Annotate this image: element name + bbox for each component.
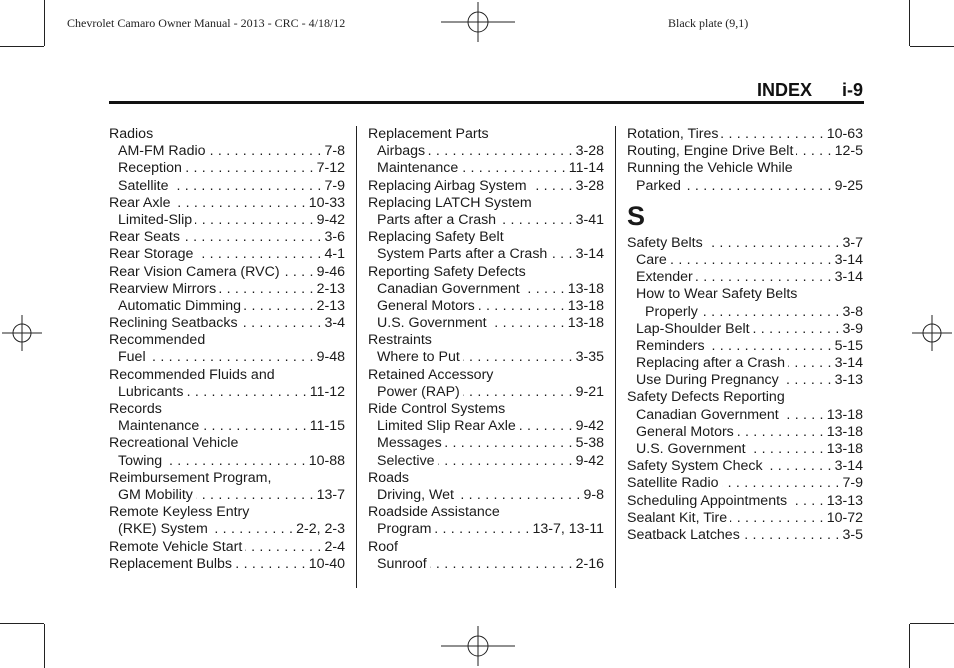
entry-label: Fuel xyxy=(118,349,146,366)
index-subentry xyxy=(109,418,345,435)
index-subentry xyxy=(627,441,863,458)
entry-page-ref: 10-63 xyxy=(826,126,863,142)
index-subentry xyxy=(368,160,604,177)
column-divider-1 xyxy=(356,126,357,588)
index-subentry xyxy=(627,372,863,389)
dot-leader xyxy=(463,384,573,401)
index-subentry xyxy=(368,453,604,470)
dot-leader xyxy=(490,315,565,332)
index-subentry xyxy=(368,384,604,401)
index-entry xyxy=(109,556,345,573)
entry-label: Safety Defects Reporting xyxy=(627,389,785,406)
entry-page-ref: 11-15 xyxy=(309,418,345,435)
entry-page-ref: 10-33 xyxy=(308,194,345,211)
index-subentry xyxy=(368,418,604,435)
dot-leader xyxy=(463,349,573,366)
index-entry xyxy=(627,527,863,544)
entry-page-ref: 3-35 xyxy=(575,349,604,366)
page-title xyxy=(757,80,863,101)
entry-page-ref: 3-6 xyxy=(324,229,345,246)
entry-label: Rear Seats xyxy=(109,229,180,246)
entry-label: Program xyxy=(377,521,432,538)
dot-leader xyxy=(670,252,832,269)
entry-label: General Motors xyxy=(377,297,475,314)
index-subentry xyxy=(627,304,863,321)
entry-label: Properly xyxy=(645,303,698,320)
dot-leader xyxy=(706,235,840,252)
entry-label: Ride Control Systems xyxy=(368,401,506,417)
entry-page-ref: 9-48 xyxy=(316,349,345,366)
index-entry xyxy=(109,195,345,212)
entry-label: Safety Belts xyxy=(627,234,703,251)
registration-mark-top xyxy=(441,2,515,42)
dot-leader xyxy=(183,229,322,246)
entry-label: Recommended Fluids and xyxy=(109,366,275,383)
entry-page-ref: 13-18 xyxy=(826,423,863,440)
entry-page-ref: 10-88 xyxy=(308,452,345,469)
entry-page-ref: 3-7 xyxy=(842,234,863,251)
index-entry xyxy=(627,510,863,527)
index-entry xyxy=(368,367,604,384)
page-number: i-9 xyxy=(841,80,863,100)
dot-leader xyxy=(749,441,824,458)
entry-label: Sunroof xyxy=(377,555,427,572)
dot-leader xyxy=(174,195,306,212)
dot-leader xyxy=(737,424,824,441)
entry-label: Remote Vehicle Start xyxy=(109,538,243,555)
entry-label: Messages xyxy=(377,435,442,452)
index-subentry xyxy=(368,521,604,538)
index-subentry xyxy=(627,355,863,372)
entry-label: Routing, Engine Drive Belt xyxy=(627,143,794,160)
entry-page-ref: 7-12 xyxy=(316,160,345,177)
index-entry xyxy=(368,470,604,487)
entry-label: Replacement Parts xyxy=(368,126,489,142)
entry-page-ref: 3-28 xyxy=(575,143,604,160)
entry-label: Scheduling Appointments xyxy=(627,492,788,509)
entry-page-ref: 9-21 xyxy=(575,383,604,400)
dot-leader xyxy=(171,178,321,195)
entry-label: Rear Vision Camera (RVC) xyxy=(109,263,280,280)
entry-label: Parked xyxy=(636,177,681,194)
index-subentry xyxy=(109,384,345,401)
index-subentry xyxy=(109,349,345,366)
dot-leader xyxy=(186,384,306,401)
print-header-right: Black plate (9,1) xyxy=(668,16,749,30)
entry-label: Canadian Government xyxy=(636,406,779,423)
index-letter-heading: S xyxy=(627,200,646,231)
index-subentry xyxy=(368,315,604,332)
entry-page-ref: 9-42 xyxy=(316,211,345,228)
entry-page-ref: 3-14 xyxy=(834,458,863,475)
index-entry xyxy=(109,229,345,246)
dot-leader xyxy=(519,418,573,435)
index-entry xyxy=(627,126,863,143)
entry-page-ref: 13-18 xyxy=(567,315,604,332)
entry-label: Power (RAP) xyxy=(377,383,460,400)
dot-leader xyxy=(244,298,314,315)
index-subentry xyxy=(109,487,345,504)
index-subentry xyxy=(627,424,863,441)
index-entry xyxy=(109,281,345,298)
entry-label: Parts after a Crash xyxy=(377,211,497,228)
entry-label: Automatic Dimming xyxy=(118,297,241,314)
entry-label: Replacing LATCH System xyxy=(368,194,532,211)
entry-page-ref: 3-4 xyxy=(324,315,345,332)
index-column-3 xyxy=(627,126,863,544)
index-subentry xyxy=(109,212,345,229)
entry-label: Limited-Slip xyxy=(118,211,193,228)
entry-label: General Motors xyxy=(636,423,734,440)
index-entry xyxy=(368,126,604,143)
dot-leader xyxy=(523,281,565,298)
dot-leader xyxy=(499,212,573,229)
entry-label: GM Mobility xyxy=(118,486,193,503)
dot-leader xyxy=(195,212,313,229)
dot-leader xyxy=(782,407,824,424)
index-subentry xyxy=(368,556,604,573)
index-subentry xyxy=(627,178,863,195)
entry-page-ref: 10-40 xyxy=(308,555,345,572)
entry-label: Recommended xyxy=(109,332,206,349)
entry-label: Towing xyxy=(118,452,163,469)
crop-mark-top-left-h xyxy=(0,46,44,47)
entry-page-ref: 13-18 xyxy=(826,441,863,457)
entry-label: Selective xyxy=(377,452,435,469)
index-entry xyxy=(368,178,604,195)
registration-mark-right xyxy=(912,315,952,351)
entry-page-ref: 2-4 xyxy=(324,538,345,555)
entry-label: Recreational Vehicle xyxy=(109,435,239,452)
entry-label: Radios xyxy=(109,126,154,142)
entry-page-ref: 13-7 xyxy=(316,486,345,503)
index-subentry xyxy=(627,338,863,355)
dot-leader xyxy=(209,143,322,160)
entry-page-ref: 2-13 xyxy=(316,297,345,314)
entry-label: Care xyxy=(636,251,667,268)
index-entry xyxy=(368,229,604,246)
index-subentry xyxy=(627,407,863,424)
entry-label: Sealant Kit, Tire xyxy=(627,509,728,526)
dot-leader xyxy=(202,418,307,435)
dot-leader xyxy=(782,372,832,389)
crop-mark-bottom-right-v xyxy=(909,624,910,668)
entry-label: Roof xyxy=(368,538,398,555)
index-entry xyxy=(109,264,345,281)
dot-leader xyxy=(196,246,321,263)
column-divider-2 xyxy=(615,126,616,588)
entry-page-ref: 3-14 xyxy=(575,246,604,263)
index-subentry xyxy=(368,281,604,298)
entry-label: U.S. Government xyxy=(377,315,487,332)
index-subentry xyxy=(109,453,345,470)
entry-label: Reporting Safety Defects xyxy=(368,263,526,280)
index-entry xyxy=(368,195,604,212)
section-title: INDEX xyxy=(756,80,812,100)
entry-page-ref: 3-9 xyxy=(842,320,863,337)
index-subentry xyxy=(368,143,604,160)
index-subentry xyxy=(109,521,345,538)
entry-page-ref: 3-14 xyxy=(834,269,863,286)
entry-label: Maintenance xyxy=(118,418,200,435)
entry-label: Restraints xyxy=(368,332,432,349)
crop-mark-top-left-v xyxy=(44,0,45,46)
index-entry xyxy=(627,143,863,160)
entry-label: Lap-Shoulder Belt xyxy=(636,320,750,337)
entry-page-ref: 2-2, 2-3 xyxy=(296,521,345,538)
dot-leader xyxy=(722,475,840,492)
entry-label: Replacing Airbag System xyxy=(368,177,527,194)
entry-page-ref: 9-25 xyxy=(834,177,863,194)
entry-label: System Parts after a Crash xyxy=(377,246,548,263)
entry-page-ref: 10-72 xyxy=(826,509,863,526)
entry-label: Replacing after a Crash xyxy=(636,355,786,372)
dot-leader xyxy=(165,453,306,470)
entry-page-ref: 3-28 xyxy=(575,177,604,194)
index-entry xyxy=(368,332,604,349)
index-subentry xyxy=(368,349,604,366)
dot-leader xyxy=(753,321,840,338)
entry-page-ref: 13-18 xyxy=(826,406,863,423)
entry-label: Rear Axle xyxy=(109,194,171,211)
index-subentry xyxy=(368,246,604,263)
dot-leader xyxy=(438,453,573,470)
entry-page-ref: 3-13 xyxy=(834,372,863,389)
dot-leader xyxy=(766,458,832,475)
entry-label: Records xyxy=(109,401,162,417)
dot-leader xyxy=(530,178,573,195)
index-entry xyxy=(109,315,345,332)
dot-leader xyxy=(696,269,832,286)
index-entry xyxy=(109,246,345,263)
index-entry xyxy=(627,475,863,492)
dot-leader xyxy=(149,349,314,366)
index-subentry xyxy=(368,212,604,229)
entry-page-ref: 4-1 xyxy=(324,246,345,263)
entry-page-ref: 11-12 xyxy=(309,383,345,400)
registration-mark-bottom xyxy=(441,626,515,666)
dot-leader xyxy=(461,160,566,177)
index-entry xyxy=(109,539,345,556)
dot-leader xyxy=(428,143,572,160)
index-subentry xyxy=(368,435,604,452)
index-subentry xyxy=(627,321,863,338)
entry-label: Airbags xyxy=(377,143,426,160)
entry-page-ref: 2-13 xyxy=(316,280,345,297)
dot-leader xyxy=(211,521,293,538)
entry-label: Limited Slip Rear Axle xyxy=(377,418,516,435)
registration-mark-left xyxy=(2,315,42,351)
entry-page-ref: 9-46 xyxy=(316,263,345,280)
crop-mark-bottom-right-h xyxy=(910,623,954,624)
dot-leader xyxy=(708,338,832,355)
entry-label: Reception xyxy=(118,160,182,177)
index-entry xyxy=(627,458,863,475)
entry-label: Seatback Latches xyxy=(627,526,740,543)
dot-leader xyxy=(743,527,840,544)
index-entry xyxy=(368,539,604,556)
entry-page-ref: 7-9 xyxy=(842,475,863,492)
entry-label: Retained Accessory xyxy=(368,366,494,383)
entry-label: Canadian Government xyxy=(377,280,520,297)
entry-label: AM-FM Radio xyxy=(118,143,206,160)
crop-mark-top-right-h xyxy=(910,46,954,47)
dot-leader xyxy=(550,246,572,263)
index-entry xyxy=(109,401,345,418)
entry-page-ref: 9-8 xyxy=(583,486,604,503)
index-subentry xyxy=(368,487,604,504)
entry-page-ref: 13-7, 13-11 xyxy=(532,521,604,538)
dot-leader xyxy=(457,487,580,504)
index-entry xyxy=(627,235,863,252)
entry-page-ref: 13-18 xyxy=(567,297,604,314)
index-entry xyxy=(368,264,604,281)
entry-page-ref: 5-15 xyxy=(834,337,863,354)
entry-label: Satellite xyxy=(118,177,169,194)
dot-leader xyxy=(245,539,321,556)
index-column-2 xyxy=(368,126,604,573)
entry-page-ref: 9-42 xyxy=(575,452,604,469)
entry-label: U.S. Government xyxy=(636,441,746,457)
entry-page-ref: 7-9 xyxy=(324,177,345,194)
entry-label: Replacement Bulbs xyxy=(109,555,233,572)
entry-page-ref: 3-8 xyxy=(842,303,863,320)
index-entry xyxy=(627,493,863,510)
entry-page-ref: 5-38 xyxy=(575,435,604,452)
entry-label: Roadside Assistance xyxy=(368,504,500,521)
index-entry xyxy=(368,504,604,521)
dot-leader xyxy=(196,487,314,504)
index-entry xyxy=(109,435,345,452)
index-entry xyxy=(109,504,345,521)
title-rule xyxy=(109,101,864,104)
entry-label: Rearview Mirrors xyxy=(109,280,217,297)
entry-label: How to Wear Safety Belts xyxy=(636,286,798,303)
entry-label: Safety System Check xyxy=(627,458,763,475)
index-entry xyxy=(109,470,345,487)
dot-leader xyxy=(219,281,313,298)
entry-page-ref: 12-5 xyxy=(834,143,863,160)
crop-mark-top-right-v xyxy=(909,0,910,46)
entry-label: Reclining Seatbacks xyxy=(109,315,238,332)
dot-leader xyxy=(790,493,824,510)
entry-label: Reminders xyxy=(636,337,705,354)
dot-leader xyxy=(721,126,823,143)
dot-leader xyxy=(445,435,573,452)
index-entry xyxy=(627,389,863,406)
dot-leader xyxy=(796,143,831,160)
crop-mark-bottom-left-h xyxy=(0,623,44,624)
entry-label: Satellite Radio xyxy=(627,475,719,492)
entry-label: Running the Vehicle While xyxy=(627,160,793,177)
index-column-1 xyxy=(109,126,345,573)
entry-label: Use During Pregnancy xyxy=(636,372,779,389)
print-header-left: Chevrolet Camaro Owner Manual - 2013 - CRC - 4/18/12 xyxy=(67,16,346,30)
entry-label: Lubricants xyxy=(118,383,184,400)
dot-leader xyxy=(235,556,306,573)
dot-leader xyxy=(701,304,840,321)
entry-label: Replacing Safety Belt xyxy=(368,229,504,246)
entry-label: Extender xyxy=(636,269,693,286)
entry-label: Maintenance xyxy=(377,160,459,177)
index-entry xyxy=(627,160,863,177)
entry-label: Driving, Wet xyxy=(377,486,454,503)
entry-page-ref: 3-14 xyxy=(834,251,863,268)
dot-leader xyxy=(788,355,832,372)
entry-page-ref: 13-18 xyxy=(567,280,604,297)
entry-page-ref: 3-5 xyxy=(842,526,863,543)
index-subentry xyxy=(368,298,604,315)
entry-label: Roads xyxy=(368,469,410,486)
entry-label: (RKE) System xyxy=(118,521,208,538)
entry-label: Remote Keyless Entry xyxy=(109,504,250,521)
entry-label: Reimbursement Program, xyxy=(109,469,272,486)
dot-leader xyxy=(478,298,565,315)
crop-mark-bottom-left-v xyxy=(44,624,45,668)
dot-leader xyxy=(434,521,529,538)
entry-page-ref: 11-14 xyxy=(568,160,604,177)
entry-label: Rear Storage xyxy=(109,246,194,263)
index-subentry xyxy=(109,298,345,315)
entry-label: Rotation, Tires xyxy=(627,126,719,142)
index-entry xyxy=(109,332,345,349)
dot-leader xyxy=(730,510,824,527)
entry-page-ref: 2-16 xyxy=(575,555,604,572)
index-entry xyxy=(109,367,345,384)
index-subentry xyxy=(627,252,863,269)
entry-page-ref: 9-42 xyxy=(575,418,604,435)
dot-leader xyxy=(283,264,314,281)
entry-page-ref: 13-13 xyxy=(826,492,863,509)
index-subentry xyxy=(109,143,345,160)
dot-leader xyxy=(185,160,314,177)
index-subentry xyxy=(109,178,345,195)
index-subentry xyxy=(627,269,863,286)
index-subentry xyxy=(109,160,345,177)
dot-leader xyxy=(684,178,832,195)
index-subentry xyxy=(627,286,863,303)
dot-leader xyxy=(241,315,322,332)
entry-page-ref: 3-41 xyxy=(575,211,604,228)
index-entry xyxy=(368,401,604,418)
index-entry xyxy=(109,126,345,143)
entry-page-ref: 7-8 xyxy=(324,143,345,160)
dot-leader xyxy=(430,556,573,573)
entry-page-ref: 3-14 xyxy=(834,355,863,372)
entry-label: Where to Put xyxy=(377,349,460,366)
